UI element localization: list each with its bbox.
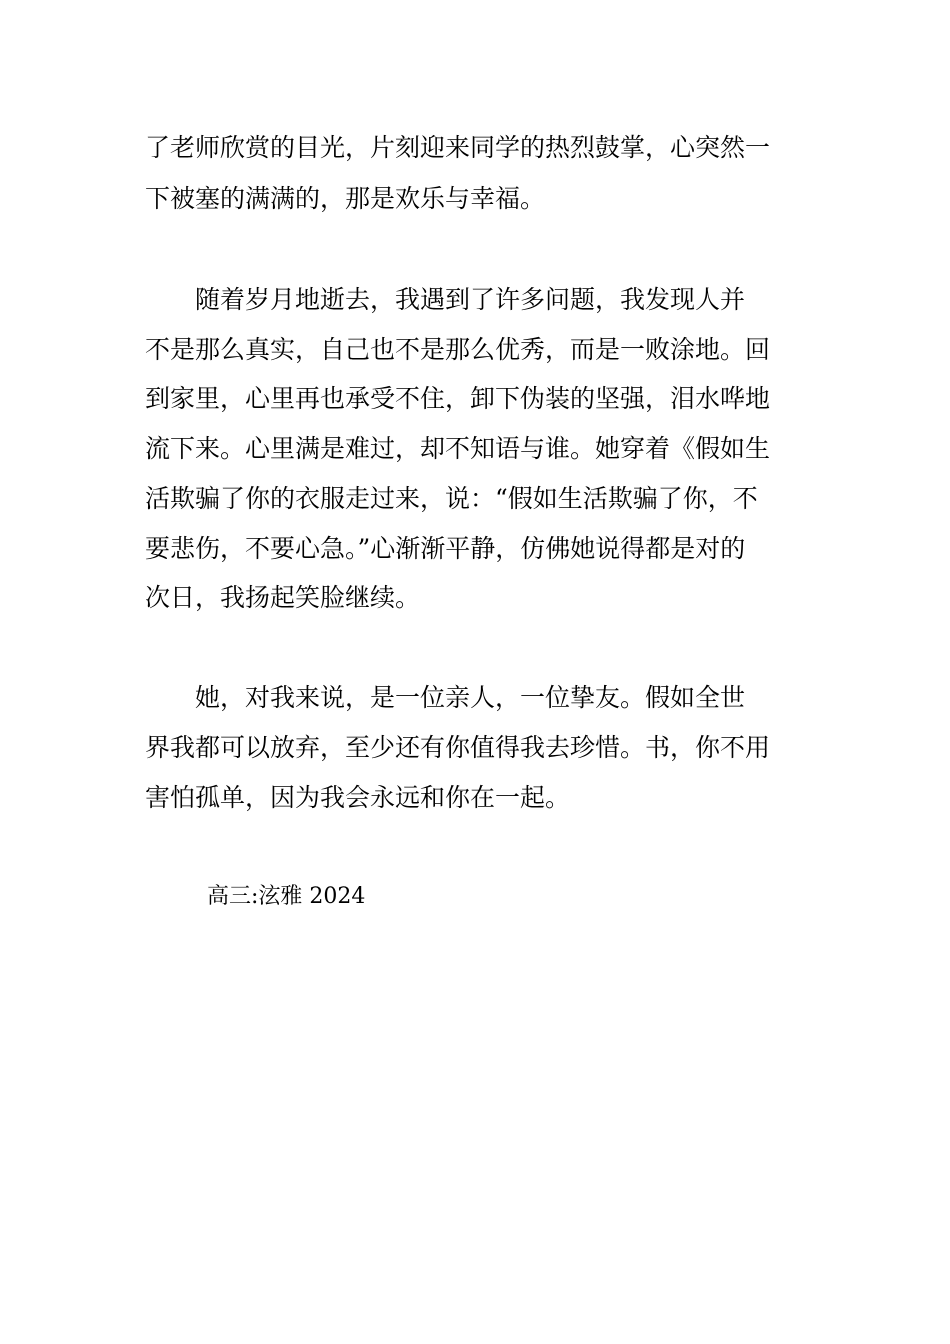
paragraph-3-line-1: 她，对我来说，是一位亲人，一位挚友。假如全世 [145, 683, 746, 712]
paragraph-2-line-5: 活欺骗了你的衣服走过来，说：“假如生活欺骗了你，不 [145, 484, 758, 513]
paragraph-2-line-2: 不是那么真实，自己也不是那么优秀，而是一败涂地。回 [145, 335, 771, 364]
paragraph-1-line-1: 了老师欣赏的目光，片刻迎来同学的热烈鼓掌，心突然一 [145, 133, 771, 162]
paragraph-2-line-6: 要悲伤，不要心急。”心渐渐平静，仿佛她说得都是对的 [145, 534, 746, 563]
signature: 高三:泫雅 2024 [207, 884, 366, 909]
paragraph-2-line-4: 流下来。心里满是难过，却不知语与谁。她穿着《假如生 [145, 434, 771, 463]
paragraph-3-line-2: 界我都可以放弃，至少还有你值得我去珍惜。书，你不用 [145, 733, 771, 762]
paragraph-2-line-1: 随着岁月地逝去，我遇到了许多问题，我发现人并 [145, 285, 746, 314]
paragraph-3-line-3: 害怕孤单，因为我会永远和你在一起。 [145, 783, 571, 812]
paragraph-1-line-2: 下被塞的满满的，那是欢乐与幸福。 [145, 184, 546, 213]
paragraph-2-line-3: 到家里，心里再也承受不住，卸下伪装的坚强，泪水哗地 [145, 384, 771, 413]
paragraph-2-line-7: 次日，我扬起笑脸继续。 [145, 583, 421, 612]
